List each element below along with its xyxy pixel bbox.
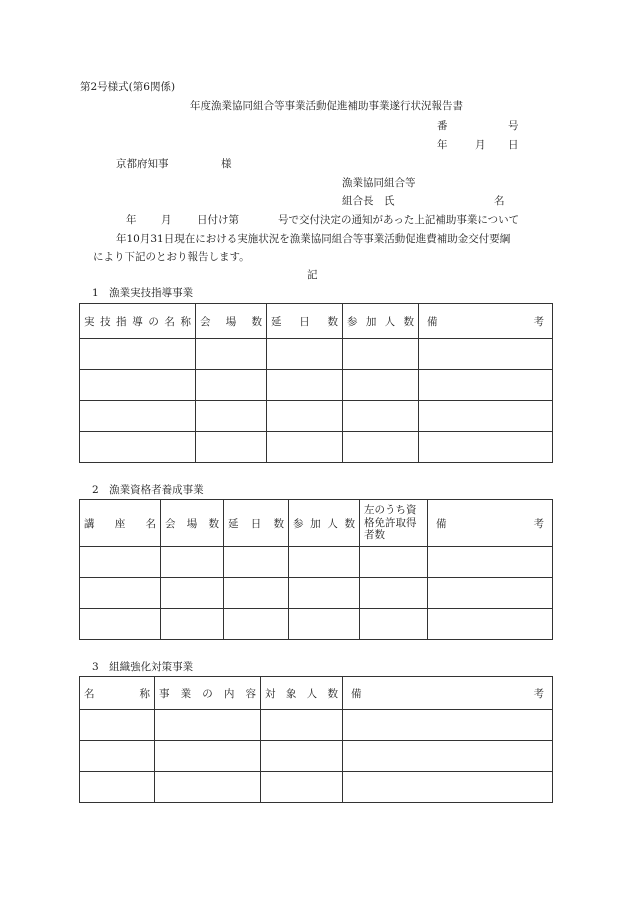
table-cell[interactable] xyxy=(428,609,553,640)
addressee-honorific: 様 xyxy=(221,158,232,170)
form-number: 第2号様式(第6関係) xyxy=(80,81,176,93)
remarks-header xyxy=(419,304,553,339)
table-cell[interactable] xyxy=(419,370,553,401)
table-cell[interactable] xyxy=(80,547,161,578)
table-cell[interactable] xyxy=(80,710,155,741)
table-row xyxy=(80,339,553,370)
table-cell[interactable] xyxy=(267,339,343,370)
table-header-row xyxy=(80,304,553,339)
header-cell: 会 場 数 xyxy=(161,500,224,547)
table-cell[interactable] xyxy=(343,741,553,772)
table-cell[interactable] xyxy=(224,609,289,640)
table-cell[interactable] xyxy=(267,432,343,463)
header-cell: 参加人数 xyxy=(289,500,360,547)
table-cell[interactable] xyxy=(343,432,419,463)
sender-name-suffix: 名 xyxy=(494,195,505,207)
table-cell[interactable] xyxy=(224,547,289,578)
sender-position: 組合長 氏 xyxy=(342,195,395,207)
table-cell[interactable] xyxy=(428,578,553,609)
table-cell[interactable] xyxy=(80,370,196,401)
table-cell[interactable] xyxy=(196,432,267,463)
section3-heading: 3 組織強化対策事業 xyxy=(92,661,194,673)
table-cell[interactable] xyxy=(80,578,161,609)
report-title: 年度漁業協同組合等事業活動促進補助事業遂行状況報告書 xyxy=(190,100,463,112)
table-header-row xyxy=(80,677,553,710)
table-cell[interactable] xyxy=(419,339,553,370)
remarks-label-a: 備 xyxy=(351,687,362,700)
section2-heading: 2 漁業資格者養成事業 xyxy=(92,484,204,496)
table-cell[interactable] xyxy=(360,578,428,609)
remarks-label-a: 備 xyxy=(427,315,438,328)
addressee-name: 京都府知事 xyxy=(116,158,169,170)
header-cell: 会 場 数 xyxy=(196,304,267,339)
body-line3: により下記のとおり報告します。 xyxy=(93,251,250,263)
header-cell: 参加人数 xyxy=(343,304,419,339)
table-cell[interactable] xyxy=(80,401,196,432)
sender-organization: 漁業協同組合等 xyxy=(342,177,416,189)
date-month-label: 月 xyxy=(475,139,486,151)
header-cell: 対象人数 xyxy=(261,677,343,710)
body-line1-year: 年 xyxy=(126,214,137,226)
table-row xyxy=(80,547,553,578)
table-cell[interactable] xyxy=(161,578,224,609)
remarks-label-a: 備 xyxy=(436,517,447,530)
table-cell[interactable] xyxy=(80,339,196,370)
table-cell[interactable] xyxy=(155,710,261,741)
table-cell[interactable] xyxy=(224,578,289,609)
header-cell: 実技指導の名称 xyxy=(80,304,196,339)
date-day-label: 日 xyxy=(508,139,519,151)
table-cell[interactable] xyxy=(161,609,224,640)
table-cell[interactable] xyxy=(161,547,224,578)
ki-mark: 記 xyxy=(307,269,318,281)
table-cell[interactable] xyxy=(289,547,360,578)
table-cell[interactable] xyxy=(289,578,360,609)
section1-table xyxy=(79,303,553,463)
table-row xyxy=(80,741,553,772)
section1-heading: 1 漁業実技指導事業 xyxy=(92,287,194,299)
remarks-header xyxy=(343,677,553,710)
table-cell[interactable] xyxy=(419,401,553,432)
remarks-label-b: 考 xyxy=(533,315,544,328)
body-line1-date-text: 日付け第 xyxy=(197,214,239,226)
body-line1-rest: 号で交付決定の通知があった上記補助事業について xyxy=(278,214,520,226)
table-cell[interactable] xyxy=(360,609,428,640)
header-cell: 事業の内容 xyxy=(155,677,261,710)
table-cell[interactable] xyxy=(80,432,196,463)
table-cell[interactable] xyxy=(80,772,155,803)
table-cell[interactable] xyxy=(267,370,343,401)
remarks-label-b: 考 xyxy=(533,517,544,530)
table-row xyxy=(80,370,553,401)
table-cell[interactable] xyxy=(261,772,343,803)
body-line2: 年10月31日現在における実施状況を漁業協同組合等事業活動促進費補助金交付要綱 xyxy=(116,233,511,245)
header-cell: 講 座 名 xyxy=(80,500,161,547)
section2-table xyxy=(79,499,553,640)
table-cell[interactable] xyxy=(289,609,360,640)
ref-number-suffix: 号 xyxy=(508,120,519,132)
header-cell: 名 称 xyxy=(80,677,155,710)
table-cell[interactable] xyxy=(196,339,267,370)
table-row xyxy=(80,772,553,803)
table-row xyxy=(80,401,553,432)
ref-number-label: 番 xyxy=(437,120,448,132)
header-cell: 延 日 数 xyxy=(267,304,343,339)
table-cell[interactable] xyxy=(196,370,267,401)
header-cell: 左のうち資格免許取得者数 xyxy=(360,500,428,547)
table-row xyxy=(80,710,553,741)
table-cell[interactable] xyxy=(343,339,419,370)
table-cell[interactable] xyxy=(343,772,553,803)
table-cell[interactable] xyxy=(419,432,553,463)
table-cell[interactable] xyxy=(196,401,267,432)
table-row xyxy=(80,432,553,463)
table-row xyxy=(80,609,553,640)
body-line1-month: 月 xyxy=(161,214,172,226)
table-cell[interactable] xyxy=(343,401,419,432)
date-year-label: 年 xyxy=(437,139,448,151)
remarks-label-b: 考 xyxy=(533,687,544,700)
remarks-header xyxy=(428,500,553,547)
table-header-row xyxy=(80,500,553,547)
table-cell[interactable] xyxy=(360,547,428,578)
section3-table xyxy=(79,676,553,803)
header-cell: 延 日 数 xyxy=(224,500,289,547)
table-cell[interactable] xyxy=(155,772,261,803)
table-cell[interactable] xyxy=(155,741,261,772)
table-row xyxy=(80,578,553,609)
table-cell[interactable] xyxy=(428,547,553,578)
table-cell[interactable] xyxy=(261,741,343,772)
table-cell[interactable] xyxy=(343,710,553,741)
table-cell[interactable] xyxy=(267,401,343,432)
table-cell[interactable] xyxy=(80,741,155,772)
table-cell[interactable] xyxy=(80,609,161,640)
table-cell[interactable] xyxy=(261,710,343,741)
table-cell[interactable] xyxy=(343,370,419,401)
